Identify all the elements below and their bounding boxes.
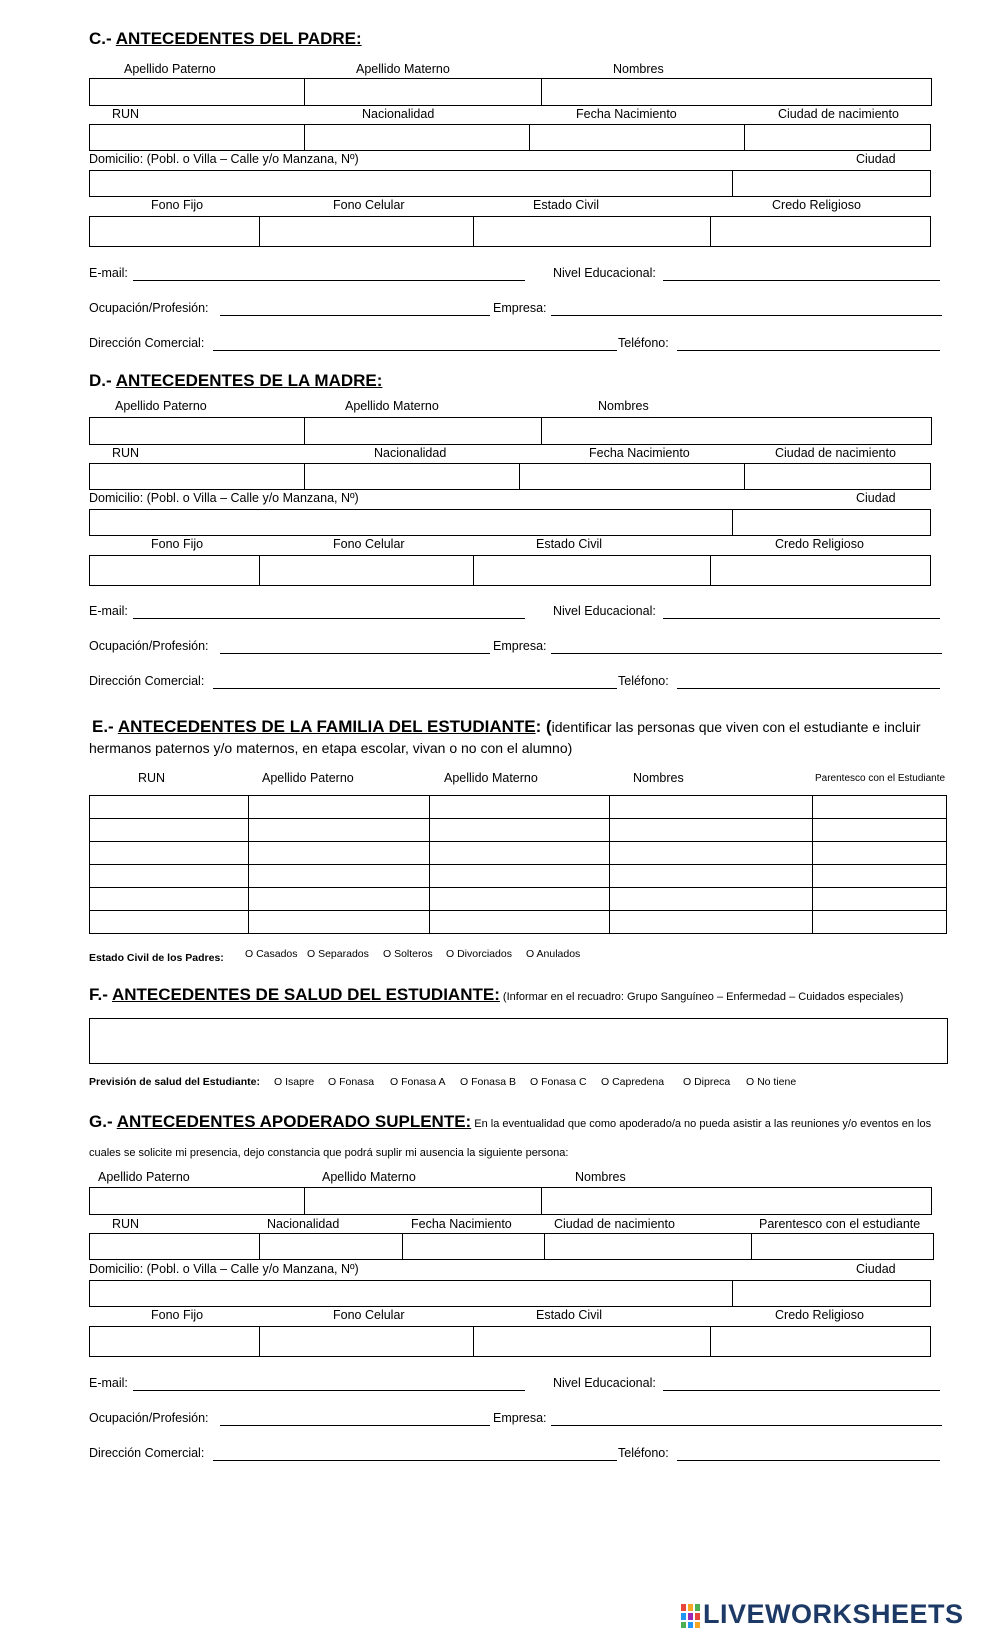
c-nombres-field[interactable] [542,79,931,105]
label-direccion: Dirección Comercial: [89,1446,205,1460]
label-fono-celular: Fono Celular [333,1308,405,1322]
option-no-tiene[interactable]: O No tiene [746,1076,797,1088]
g-credo-field[interactable] [711,1327,930,1356]
table-cell[interactable] [429,819,610,842]
label-apellido-materno: Apellido Materno [444,771,538,785]
section-f-heading [89,985,903,1005]
option-anulados[interactable]: O Anulados [526,948,581,960]
table-cell[interactable] [90,796,249,819]
label-apellido-paterno: Apellido Paterno [98,1170,190,1184]
label-email: E-mail: [89,266,128,280]
table-cell[interactable] [429,796,610,819]
label-ciudad: Ciudad [856,152,896,166]
table-cell[interactable] [813,888,947,911]
g-ocupacion-line[interactable] [220,1425,490,1426]
label-telefono: Teléfono: [618,674,669,688]
section-e-colon: : ( [535,717,552,736]
label-apellido-materno: Apellido Materno [356,62,450,76]
label-domicilio: Domicilio: (Pobl. o Villa – Calle y/o Manzana, Nº) [89,152,359,166]
c-apellido-materno-field[interactable] [305,79,542,105]
c-domicilio-field[interactable] [90,171,733,196]
label-apellido-materno: Apellido Materno [322,1170,416,1184]
table-cell[interactable] [248,842,429,865]
label-ocupacion: Ocupación/Profesión: [89,1411,209,1425]
label-domicilio: Domicilio: (Pobl. o Villa – Calle y/o Manzana, Nº) [89,1262,359,1276]
c-ciudad-nacimiento-field[interactable] [745,125,930,150]
label-apellido-paterno: Apellido Paterno [124,62,216,76]
liveworksheets-logo-icon [681,1604,700,1628]
label-nivel: Nivel Educacional: [553,604,656,618]
section-f-prefix: F.- [89,985,112,1004]
g-apellido-materno-field[interactable] [305,1188,542,1214]
table-cell[interactable] [90,819,249,842]
g-apellido-paterno-field[interactable] [90,1188,305,1214]
option-isapre[interactable]: O Isapre [274,1076,315,1088]
g-name-row [89,1187,932,1215]
label-parentesco: Parentesco con el estudiante [759,1217,921,1231]
c-fecha-nacimiento-field[interactable] [530,125,745,150]
section-e-heading [92,717,921,737]
option-solteros[interactable]: O Solteros [383,948,433,960]
family-table [89,795,947,934]
c-ocupacion-line[interactable] [220,315,490,316]
label-ciudad-nacimiento: Ciudad de nacimiento [554,1217,675,1231]
table-cell[interactable] [429,911,610,934]
d-nacionalidad-field[interactable] [305,464,520,489]
g-fono-celular-field[interactable] [260,1327,474,1356]
g-email-line[interactable] [133,1390,525,1391]
table-cell[interactable] [429,842,610,865]
label-nacionalidad: Nacionalidad [267,1217,340,1231]
label-nombres: Nombres [613,62,664,76]
section-g-prefix: G.- [89,1112,117,1131]
g-ciudad-nacimiento-field[interactable] [545,1234,752,1259]
section-e-note-1: identificar las personas que viven con el estudiante e incluir [551,719,921,735]
d-fono-celular-field[interactable] [260,556,474,585]
option-fonasa-c[interactable]: O Fonasa C [530,1076,587,1088]
label-fono-celular: Fono Celular [333,198,405,212]
d-direccion-line[interactable] [213,688,617,689]
label-fecha-nacimiento: Fecha Nacimiento [411,1217,512,1231]
g-telefono-line[interactable] [677,1460,940,1461]
c-name-row [89,78,932,106]
section-d-heading [89,371,382,391]
label-ciudad-nacimiento: Ciudad de nacimiento [778,107,899,121]
label-empresa: Empresa: [493,301,547,315]
label-nacionalidad: Nacionalidad [374,446,447,460]
section-c-heading [89,29,362,49]
label-run: RUN [112,1217,140,1231]
d-fono-row [89,555,931,586]
c-apellido-paterno-field[interactable] [90,79,305,105]
table-row [90,888,947,911]
label-estado-civil: Estado Civil [536,1308,602,1322]
d-nivel-line[interactable] [663,618,940,619]
section-f-note: (Informar en el recuadro: Grupo Sanguíneo – Enfermedad – Cuidados especiales) [499,991,904,1003]
table-row [90,819,947,842]
c-empresa-line[interactable] [551,315,942,316]
table-cell[interactable] [90,888,249,911]
label-ciudad: Ciudad [856,491,896,505]
label-nombres: Nombres [575,1170,626,1184]
table-cell[interactable] [813,842,947,865]
table-cell[interactable] [248,888,429,911]
option-fonasa-b[interactable]: O Fonasa B [460,1076,517,1088]
prevision-label: Previsión de salud del Estudiante: [89,1076,260,1088]
option-fonasa-a[interactable]: O Fonasa A [390,1076,446,1088]
table-cell[interactable] [90,865,249,888]
c-fono-fijo-field[interactable] [90,217,260,246]
label-direccion: Dirección Comercial: [89,674,205,688]
c-domicilio-row [89,170,931,197]
label-fono-fijo: Fono Fijo [151,537,204,551]
g-estado-civil-field[interactable] [474,1327,711,1356]
estado-civil-padres [89,948,224,966]
label-nombres: Nombres [598,399,649,413]
table-row [90,842,947,865]
d-domicilio-field[interactable] [90,510,733,535]
label-email: E-mail: [89,604,128,618]
option-casados[interactable]: O Casados [245,948,298,960]
d-credo-field[interactable] [711,556,930,585]
table-cell[interactable] [429,888,610,911]
label-nivel: Nivel Educacional: [553,266,656,280]
c-ciudad-field[interactable] [733,171,930,196]
label-nivel: Nivel Educacional: [553,1376,656,1390]
c-direccion-line[interactable] [213,350,617,351]
label-apellido-paterno: Apellido Paterno [115,399,207,413]
label-ocupacion: Ocupación/Profesión: [89,639,209,653]
c-email-line[interactable] [133,280,525,281]
g-direccion-line[interactable] [213,1460,617,1461]
label-fono-fijo: Fono Fijo [151,1308,204,1322]
label-apellido-materno: Apellido Materno [345,399,439,413]
c-fono-row [89,216,931,247]
table-cell[interactable] [248,865,429,888]
estado-civil-padres-label: Estado Civil de los Padres: [89,952,224,964]
section-g-heading [89,1112,931,1132]
option-fonasa[interactable]: O Fonasa [328,1076,375,1088]
option-dipreca[interactable]: O Dipreca [683,1076,731,1088]
g-fecha-nacimiento-field[interactable] [403,1234,545,1259]
label-direccion: Dirección Comercial: [89,336,205,350]
g-ciudad-field[interactable] [733,1281,930,1306]
label-estado-civil: Estado Civil [536,537,602,551]
label-credo: Credo Religioso [775,537,864,551]
g-domicilio-field[interactable] [90,1281,733,1306]
g-run-row [89,1233,934,1260]
table-cell[interactable] [610,911,813,934]
table-row [90,796,947,819]
section-d-prefix: D.- [89,371,116,390]
section-d-title: ANTECEDENTES DE LA MADRE: [115,371,383,390]
table-cell[interactable] [610,842,813,865]
section-g-note-1: En la eventualidad que como apoderado/a no pueda asistir a las reuniones y/o eventos en los [471,1118,932,1130]
label-fecha-nacimiento: Fecha Nacimiento [576,107,677,121]
label-credo: Credo Religioso [775,1308,864,1322]
g-nivel-line[interactable] [663,1390,940,1391]
table-cell[interactable] [248,911,429,934]
table-cell[interactable] [610,888,813,911]
label-nombres: Nombres [633,771,684,785]
section-e-title: ANTECEDENTES DE LA FAMILIA DEL ESTUDIANTE [117,717,536,736]
d-name-row [89,417,932,445]
salud-box[interactable] [89,1018,948,1064]
table-cell[interactable] [90,842,249,865]
label-run: RUN [112,107,140,121]
table-cell[interactable] [248,796,429,819]
c-nivel-line[interactable] [663,280,940,281]
label-email: E-mail: [89,1376,128,1390]
section-f-title: ANTECEDENTES DE SALUD DEL ESTUDIANTE: [111,985,500,1004]
section-e-note-2: hermanos paternos y/o maternos, en etapa escolar, vivan o no con el alumno) [89,740,573,756]
d-email-line[interactable] [133,618,525,619]
d-domicilio-row [89,509,931,536]
table-cell[interactable] [813,865,947,888]
table-cell[interactable] [90,911,249,934]
liveworksheets-logo-text: LIVEWORKSHEETS [703,1599,964,1629]
label-ciudad: Ciudad [856,1262,896,1276]
g-fono-fijo-field[interactable] [90,1327,260,1356]
label-telefono: Teléfono: [618,1446,669,1460]
label-ciudad-nacimiento: Ciudad de nacimiento [775,446,896,460]
table-cell[interactable] [610,796,813,819]
table-cell[interactable] [610,819,813,842]
section-g-note-2: cuales se solicite mi presencia, dejo constancia que podrá suplir mi ausencia la siguiente persona: [89,1147,569,1159]
label-telefono: Teléfono: [618,336,669,350]
table-row [90,911,947,934]
table-cell[interactable] [813,796,947,819]
table-cell[interactable] [248,819,429,842]
c-telefono-line[interactable] [677,350,940,351]
g-run-field[interactable] [90,1234,260,1259]
option-separados[interactable]: O Separados [307,948,369,960]
label-apellido-paterno: Apellido Paterno [262,771,354,785]
d-ciudad-nacimiento-field[interactable] [745,464,930,489]
section-e-prefix: E.- [92,717,118,736]
g-fono-row [89,1326,931,1357]
c-estado-civil-field[interactable] [474,217,711,246]
table-row [90,865,947,888]
label-nacionalidad: Nacionalidad [362,107,435,121]
d-run-field[interactable] [90,464,305,489]
label-fono-fijo: Fono Fijo [151,198,204,212]
table-cell[interactable] [610,865,813,888]
label-estado-civil: Estado Civil [533,198,599,212]
g-nacionalidad-field[interactable] [260,1234,403,1259]
g-nombres-field[interactable] [542,1188,931,1214]
d-apellido-paterno-field[interactable] [90,418,305,444]
label-ocupacion: Ocupación/Profesión: [89,301,209,315]
d-telefono-line[interactable] [677,688,940,689]
section-c-title: ANTECEDENTES DEL PADRE: [115,29,362,48]
g-empresa-line[interactable] [551,1425,942,1426]
g-parentesco-field[interactable] [752,1234,933,1259]
d-nombres-field[interactable] [542,418,931,444]
g-domicilio-row [89,1280,931,1307]
table-cell[interactable] [813,911,947,934]
c-nacionalidad-field[interactable] [305,125,530,150]
label-run: RUN [112,446,140,460]
label-credo: Credo Religioso [772,198,861,212]
d-ciudad-field[interactable] [733,510,930,535]
d-run-row [89,463,931,490]
label-run: RUN [138,771,166,785]
table-cell[interactable] [813,819,947,842]
d-estado-civil-field[interactable] [474,556,711,585]
c-credo-field[interactable] [711,217,930,246]
c-run-field[interactable] [90,125,305,150]
c-run-row [89,124,931,151]
label-parentesco: Parentesco con el Estudiante [815,773,946,784]
d-empresa-line[interactable] [551,653,942,654]
section-g-title: ANTECEDENTES APODERADO SUPLENTE: [116,1112,472,1131]
label-empresa: Empresa: [493,639,547,653]
c-fono-celular-field[interactable] [260,217,474,246]
table-cell[interactable] [429,865,610,888]
d-apellido-materno-field[interactable] [305,418,542,444]
d-ocupacion-line[interactable] [220,653,490,654]
section-c-prefix: C.- [89,29,116,48]
label-empresa: Empresa: [493,1411,547,1425]
label-fecha-nacimiento: Fecha Nacimiento [589,446,690,460]
label-fono-celular: Fono Celular [333,537,405,551]
option-divorciados[interactable]: O Divorciados [446,948,512,960]
d-fecha-nacimiento-field[interactable] [520,464,745,489]
option-capredena[interactable]: O Capredena [601,1076,665,1088]
d-fono-fijo-field[interactable] [90,556,260,585]
label-domicilio: Domicilio: (Pobl. o Villa – Calle y/o Manzana, Nº) [89,491,359,505]
